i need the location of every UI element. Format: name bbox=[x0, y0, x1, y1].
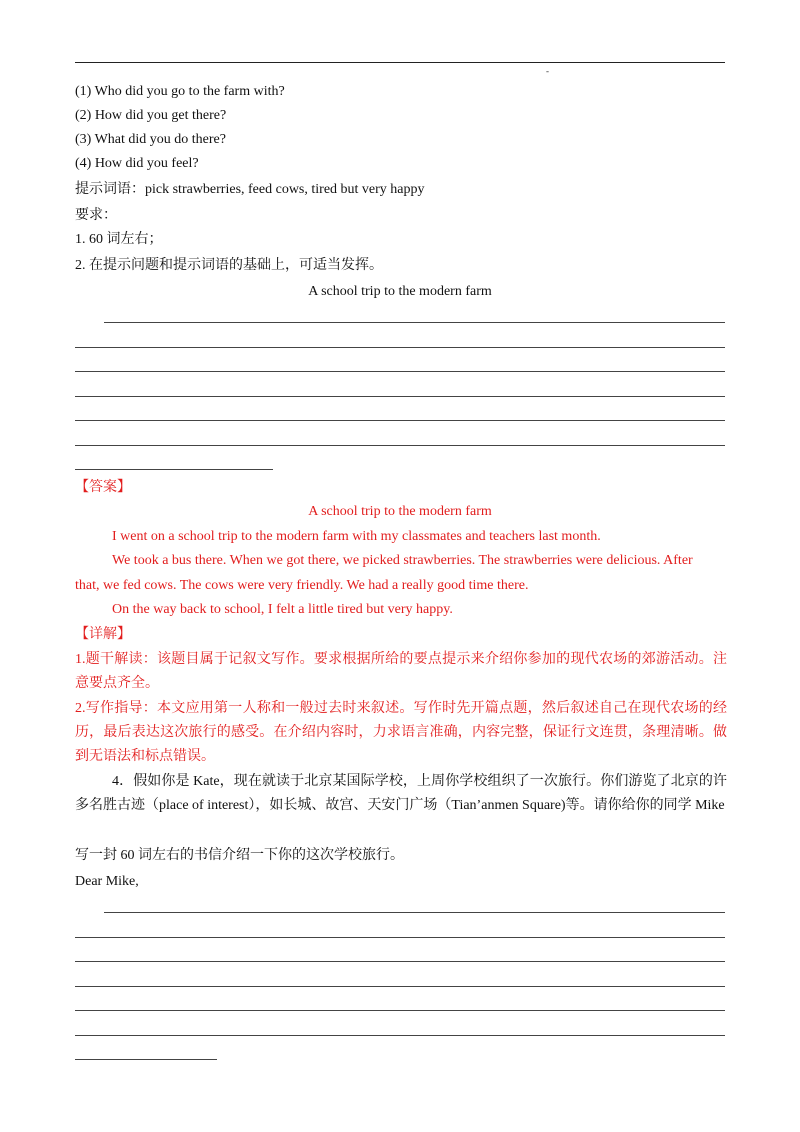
writing-line bbox=[75, 961, 725, 962]
requirements-label: 要求： bbox=[75, 208, 117, 223]
writing-line bbox=[75, 937, 725, 938]
answer-title: A school trip to the modern farm bbox=[308, 504, 492, 519]
question-1: (1) Who did you go to the farm with? bbox=[75, 84, 285, 99]
question-2: (2) How did you get there? bbox=[75, 108, 227, 123]
header-rule bbox=[75, 62, 725, 63]
hint-words: 提示词语：pick strawberries, feed cows, tired but very happy bbox=[75, 182, 425, 197]
detail-1: 1.题干解读：该题目属于记叙文写作。要求根据所给的要点提示来介绍你参加的现代农场的郊游活动。注意要点齐全。 bbox=[75, 652, 727, 691]
requirement-2: 2. 在提示问题和提示词语的基础上，可适当发挥。 bbox=[75, 258, 383, 273]
answer-label: 【答案】 bbox=[75, 480, 131, 495]
question-3: (3) What did you do there? bbox=[75, 132, 226, 147]
writing-line bbox=[75, 1035, 725, 1036]
writing-line-short bbox=[75, 1059, 217, 1060]
detail-label: 【详解】 bbox=[75, 627, 131, 642]
question-4: (4) How did you feel? bbox=[75, 156, 199, 171]
writing-line bbox=[75, 420, 725, 421]
writing-line bbox=[75, 371, 725, 372]
writing-line bbox=[75, 396, 725, 397]
writing-line bbox=[75, 986, 725, 987]
letter-greeting: Dear Mike, bbox=[75, 874, 139, 889]
detail-2: 2.写作指导：本文应用第一人称和一般过去时来叙述。写作时先开篇点题，然后叙述自己在现代农场的经历，最后表达这次旅行的感受。在介绍内容时，力求语言准确，内容完整，保证行文连贯，条理清晰。做到无语法和标点错误。 bbox=[75, 701, 727, 764]
requirement-1: 1. 60 词左右； bbox=[75, 232, 163, 247]
writing-line bbox=[104, 322, 725, 323]
writing-line bbox=[75, 1010, 725, 1011]
task-4-instruction: 写一封 60 词左右的书信介绍一下你的这次学校旅行。 bbox=[75, 848, 404, 863]
answer-paragraph-1: I went on a school trip to the modern farm with my classmates and teachers last month. bbox=[112, 529, 601, 544]
task-4-prompt: 4．假如你是 Kate，现在就读于北京某国际学校，上周你学校组织了一次旅行。你们游览了北京的许多名胜古迹（place of interest），如长城、故宫、天安门广场（Tian’anmen Square)等。请你给你的同学 Mike bbox=[75, 774, 727, 813]
answer-paragraph-2-line-1: We took a bus there. When we got there, we picked strawberries. The strawberries were delicious. After bbox=[112, 553, 693, 568]
answer-paragraph-2-line-2: that, we fed cows. The cows were very friendly. We had a really good time there. bbox=[75, 578, 529, 593]
writing-line bbox=[104, 912, 725, 913]
writing-line bbox=[75, 347, 725, 348]
header-dot: - bbox=[546, 66, 549, 76]
essay-title: A school trip to the modern farm bbox=[308, 284, 492, 299]
writing-line-short bbox=[75, 469, 273, 470]
writing-line bbox=[75, 445, 725, 446]
answer-paragraph-3: On the way back to school, I felt a little tired but very happy. bbox=[112, 602, 453, 617]
